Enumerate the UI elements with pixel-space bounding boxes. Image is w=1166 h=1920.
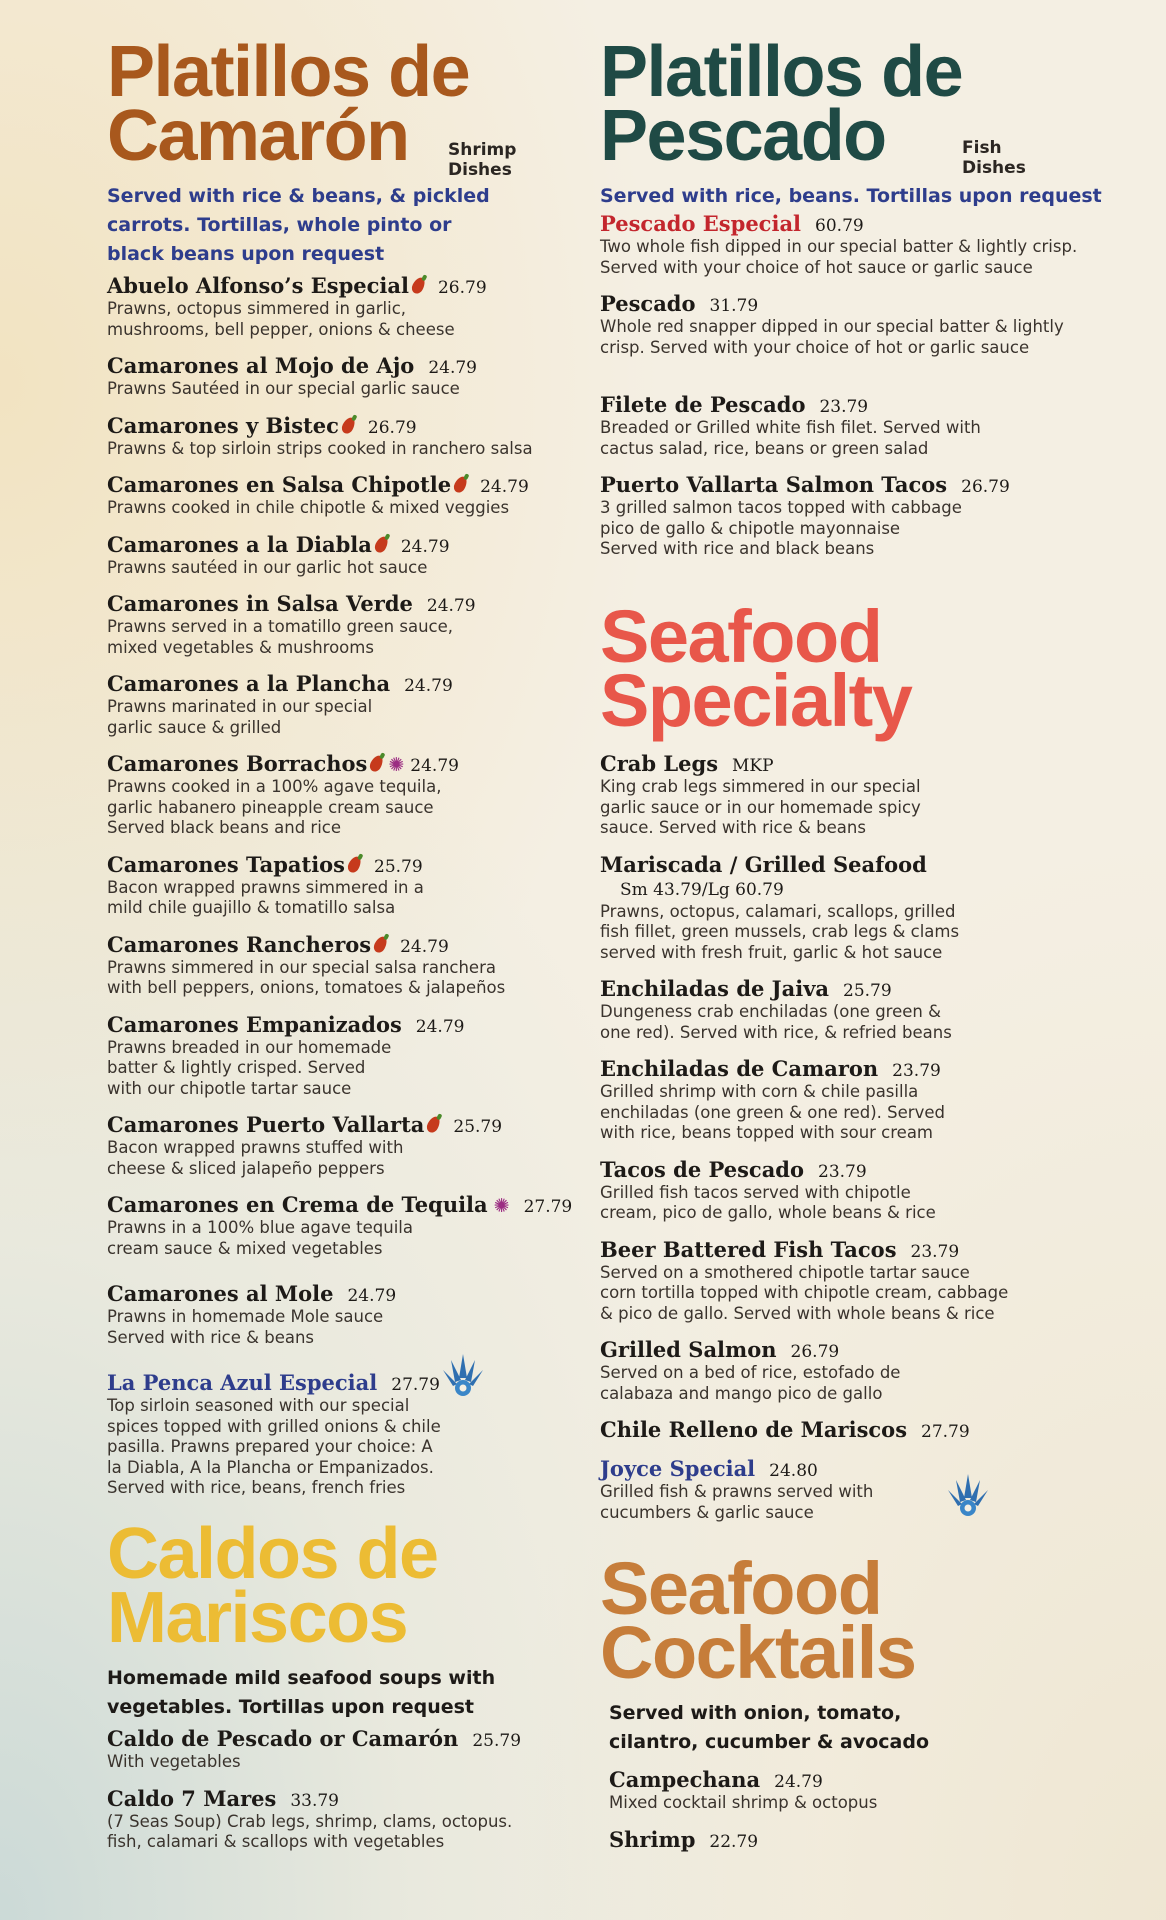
menu-item — [107, 532, 577, 579]
item-price: 23.79 — [818, 1161, 867, 1182]
item-price: 27.79 — [523, 1197, 573, 1217]
cocktails-title-line2: Cocktails — [600, 1611, 916, 1694]
menu-item — [107, 852, 577, 919]
menu-item — [600, 976, 1130, 1043]
item-description: 3 grilled salmon tacos topped with cabbage pico de gallo & chipotle mayonnaise Served with rice and black beans — [600, 498, 962, 558]
shrimp-title — [107, 32, 577, 180]
chili-pepper-icon — [340, 415, 358, 435]
fish-title-line2: Pescado — [600, 96, 886, 176]
caldos-section — [107, 1514, 577, 1853]
fish-intro — [600, 182, 1130, 211]
menu-item — [600, 392, 1130, 459]
item-price: 24.80 — [769, 1461, 818, 1481]
item-description: Two whole fish dipped in our special batter & lightly crisp. Served with your choice of hot sauce or garlic sauce — [600, 237, 1078, 277]
menu-item — [107, 353, 577, 400]
item-price: 26.79 — [437, 278, 487, 298]
item-name: Campechana — [609, 1767, 761, 1792]
chili-pepper-icon — [425, 1114, 443, 1134]
caldos-title-line2: Mariscos — [107, 1578, 408, 1658]
item-price: 22.79 — [709, 1831, 759, 1852]
item-name: Camarones in Salsa Verde — [107, 591, 413, 616]
item-price: Sm 43.79/Lg 60.79 — [620, 879, 784, 900]
item-description: Prawns & top sirloin strips cooked in ranchero salsa — [107, 438, 533, 458]
item-name: Joyce Special — [600, 1456, 756, 1481]
chili-pepper-icon — [372, 934, 390, 954]
item-name: Crab Legs — [600, 751, 719, 776]
item-description: Dungeness crab enchiladas (one green & one red). Served with rice, & refried beans — [600, 1002, 952, 1042]
item-price: 24.79 — [404, 676, 453, 696]
item-price: 23.79 — [819, 397, 869, 417]
item-description: Prawns cooked in a 100% agave tequila, garlic habanero pineapple cream sauce Served black beans and rice — [107, 777, 442, 837]
item-name: Camarones Empanizados — [107, 1011, 402, 1037]
fish-title-line1: Platillos de — [600, 32, 963, 112]
item-description: With vegetables — [107, 1752, 241, 1771]
item-description: Prawns, octopus, calamari, scallops, grilled fish fillet, green mussels, crab legs & clams served with fresh fruit, garlic & hot sauce — [600, 901, 960, 962]
agave-icon: ✺ — [388, 754, 405, 776]
chili-pepper-icon — [346, 854, 364, 874]
item-price: 31.79 — [709, 296, 759, 316]
item-price: 27.79 — [391, 1375, 440, 1395]
item-name: La Penca Azul Especial — [107, 1370, 378, 1395]
caldos-title-line1: Caldos de — [107, 1514, 438, 1594]
item-description: Bacon wrapped prawns simmered in a mild chile guajillo & tomatillo salsa — [107, 877, 424, 917]
menu-item — [107, 1726, 577, 1773]
item-name: Camarones al Mole — [107, 1281, 334, 1306]
specialty-title-line1: Seafood — [600, 595, 882, 678]
shrimp-intro-line: Served with rice & beans, & pickled — [107, 185, 490, 207]
item-price: 24.79 — [400, 936, 449, 957]
item-name: Mariscada / Grilled Seafood — [600, 851, 927, 877]
menu-item — [107, 273, 577, 340]
shrimp-title-line2: Camarón — [107, 96, 409, 176]
item-description: Prawns in homemade Mole sauce Served with rice & beans — [107, 1307, 384, 1347]
item-description: Prawns cooked in chile chipotle & mixed veggies — [107, 498, 510, 517]
item-price: 26.79 — [790, 1342, 840, 1362]
item-price: 25.79 — [843, 981, 892, 1001]
item-name: Tacos de Pescado — [600, 1156, 805, 1182]
fish-tag-line2: Dishes — [962, 158, 1026, 178]
menu-item — [107, 413, 577, 460]
item-description: Prawns marinated in our special garlic sauce & grilled — [107, 697, 373, 737]
menu-item — [600, 1337, 1130, 1404]
caldos-intro-line: Homemade mild seafood soups with — [107, 1667, 496, 1689]
item-price: 24.79 — [426, 596, 476, 616]
cocktails-section — [600, 1547, 1130, 1853]
cocktails-title — [600, 1547, 1130, 1694]
menu-item — [107, 472, 577, 519]
item-name: Camarones en Crema de Tequila — [107, 1192, 488, 1217]
item-name: Camarones en Salsa Chipotle — [107, 472, 452, 497]
item-description: Served on a bed of rice, estofado de calabaza and mango pico de gallo — [600, 1363, 901, 1403]
item-price: 25.79 — [374, 856, 423, 877]
item-price: 24.79 — [347, 1286, 397, 1306]
menu-item — [600, 1456, 1130, 1523]
item-price: 27.79 — [921, 1422, 970, 1442]
item-name: Camarones al Mojo de Ajo — [107, 353, 415, 378]
item-name: Camarones y Bistec — [107, 412, 339, 438]
cocktails-intro-line: Served with onion, tomato, — [609, 1702, 902, 1724]
item-description: Grilled fish & prawns served with cucumbers & garlic sauce — [600, 1482, 874, 1522]
shrimp-intro-line: carrots. Tortillas, whole pinto or — [107, 214, 452, 236]
item-price: 24.79 — [415, 1016, 465, 1037]
menu-item — [600, 1056, 1130, 1144]
cocktails-intro — [600, 1699, 1130, 1757]
menu-item — [600, 852, 1130, 964]
item-price: MKP — [732, 756, 774, 776]
menu-item — [600, 751, 1130, 839]
item-description: Prawns served in a tomatillo green sauce, mixed vegetables & mushrooms — [107, 617, 454, 657]
chili-pepper-icon — [452, 474, 470, 494]
item-price: 33.79 — [290, 1790, 339, 1811]
shrimp-title-line1: Platillos de — [107, 32, 470, 112]
item-name: Camarones Tapatios — [107, 851, 346, 877]
shrimp-intro — [107, 182, 577, 269]
menu-item — [600, 1237, 1130, 1325]
menu-item — [107, 1112, 577, 1179]
item-description: Served on a smothered chipotle tartar sauce corn tortilla topped with chipotle cream, cabbage & pico de gallo. Served with whole beans & rice — [600, 1262, 1009, 1323]
menu-item — [107, 1370, 577, 1499]
item-price: 23.79 — [910, 1241, 960, 1262]
item-name: Grilled Salmon — [600, 1337, 777, 1362]
item-price: 24.79 — [480, 477, 529, 497]
item-name: Filete de Pescado — [600, 392, 806, 417]
caldos-intro — [107, 1664, 577, 1722]
shrimp-section — [107, 32, 577, 1499]
menu-item — [107, 1786, 577, 1853]
item-price: 25.79 — [472, 1731, 522, 1751]
fish-intro-line: Served with rice, beans. Tortillas upon request — [600, 185, 1102, 207]
item-description: Whole red snapper dipped in our special batter & lightly crisp. Served with your choice of hot or garlic sauce — [600, 317, 1064, 357]
item-name: Abuelo Alfonso’s Especial — [107, 273, 409, 298]
item-name: Camarones Rancheros — [107, 931, 372, 957]
item-description: King crab legs simmered in our special garlic sauce or in our homemade spicy sauce. Served with rice & beans — [600, 777, 921, 837]
specialty-section — [600, 595, 1130, 1523]
item-price: 24.79 — [410, 756, 459, 776]
menu-item — [107, 1281, 577, 1348]
menu-item — [107, 591, 577, 658]
item-description: Prawns, octopus simmered in garlic, mushrooms, bell pepper, onions & cheese — [107, 299, 455, 339]
menu-item — [107, 932, 577, 999]
menu-item — [600, 1827, 1130, 1853]
shrimp-tag-line2: Dishes — [448, 160, 512, 180]
menu-item — [107, 671, 577, 738]
shrimp-tag — [448, 140, 516, 180]
item-description: Mixed cocktail shrimp & octopus — [609, 1793, 878, 1812]
item-price: 23.79 — [892, 1061, 941, 1081]
item-description: Grilled fish tacos served with chipotle cream, pico de gallo, whole beans & rice — [600, 1182, 936, 1222]
item-name: Chile Relleno de Mariscos — [600, 1417, 908, 1442]
item-price: 60.79 — [815, 216, 864, 236]
cocktails-title-line1: Seafood — [600, 1547, 882, 1630]
agave-icon: ✺ — [493, 1195, 510, 1217]
shrimp-intro-line: black beans upon request — [107, 243, 385, 265]
item-name: Camarones a la Diabla — [107, 531, 372, 557]
blue-agave-logo-icon — [437, 1348, 489, 1400]
specialty-title-line2: Specialty — [600, 659, 912, 742]
menu-item — [107, 751, 577, 839]
item-description: Top sirloin seasoned with our special spices topped with grilled onions & chile pasilla. Prawns prepared your choice: A la Diabla, A la Plancha or Empanizados. Served with rice, beans, french fries — [107, 1396, 441, 1497]
caldos-intro-line: vegetables. Tortillas upon request — [107, 1696, 475, 1718]
item-price: 26.79 — [961, 477, 1010, 497]
menu-item — [600, 472, 1130, 560]
item-description: Bacon wrapped prawns stuffed with cheese & sliced jalapeño peppers — [107, 1138, 404, 1178]
item-name: Pescado Especial — [600, 211, 802, 236]
item-name: Camarones a la Plancha — [107, 671, 391, 696]
specialty-title — [600, 595, 1130, 742]
item-name: Caldo 7 Mares — [107, 1785, 277, 1811]
item-name: Beer Battered Fish Tacos — [600, 1236, 897, 1262]
fish-tag-line1: Fish — [962, 138, 1002, 158]
menu-item — [600, 1767, 1130, 1814]
menu-item — [600, 1417, 1130, 1443]
blue-agave-logo-icon — [942, 1468, 994, 1520]
item-name: Camarones Puerto Vallarta — [107, 1112, 425, 1137]
item-description: (7 Seas Soup) Crab legs, shrimp, clams, octopus. fish, calamari & scallops with vegetables — [107, 1811, 513, 1851]
item-name: Caldo de Pescado or Camarón — [107, 1726, 459, 1751]
item-description: Prawns breaded in our homemade batter & lightly crisped. Served with our chipotle tartar sauce — [107, 1037, 392, 1098]
item-price: 24.79 — [400, 536, 450, 557]
menu-item — [600, 1157, 1130, 1224]
caldos-title — [107, 1514, 577, 1658]
item-name: Puerto Vallarta Salmon Tacos — [600, 472, 948, 497]
shrimp-tag-line1: Shrimp — [448, 140, 517, 160]
item-price: 25.79 — [453, 1117, 503, 1137]
menu-item — [600, 291, 1130, 358]
item-description: Prawns Sautéed in our special garlic sauce — [107, 379, 460, 398]
item-description: Prawns simmered in our special salsa ranchera with bell peppers, onions, tomatoes & jalapeños — [107, 957, 506, 997]
item-price: 26.79 — [367, 417, 417, 438]
item-price: 24.79 — [428, 358, 477, 378]
fish-title — [600, 32, 1130, 178]
item-name: Enchiladas de Jaiva — [600, 976, 830, 1001]
cocktails-intro-line: cilantro, cucumber & avocado — [609, 1731, 930, 1753]
chili-pepper-icon — [368, 753, 386, 773]
chili-pepper-icon — [410, 275, 428, 295]
fish-tag — [962, 138, 1026, 178]
menu-item — [107, 1012, 577, 1100]
item-name: Camarones Borrachos — [107, 751, 368, 776]
item-price: 24.79 — [774, 1772, 823, 1792]
item-description: Prawns sautéed in our garlic hot sauce — [107, 557, 428, 577]
item-description: Breaded or Grilled white fish filet. Served with cactus salad, rice, beans or green salad — [600, 418, 981, 458]
chili-pepper-icon — [373, 534, 391, 554]
item-name: Shrimp — [609, 1826, 696, 1852]
item-name: Enchiladas de Camaron — [600, 1056, 879, 1081]
menu-item — [107, 1192, 577, 1259]
menu-item — [600, 211, 1130, 278]
item-description: Prawns in a 100% blue agave tequila cream sauce & mixed vegetables — [107, 1218, 414, 1258]
item-name: Pescado — [600, 291, 696, 316]
fish-section — [600, 32, 1130, 560]
item-description: Grilled shrimp with corn & chile pasilla enchiladas (one green & one red). Served with rice, beans topped with sour cream — [600, 1082, 945, 1142]
